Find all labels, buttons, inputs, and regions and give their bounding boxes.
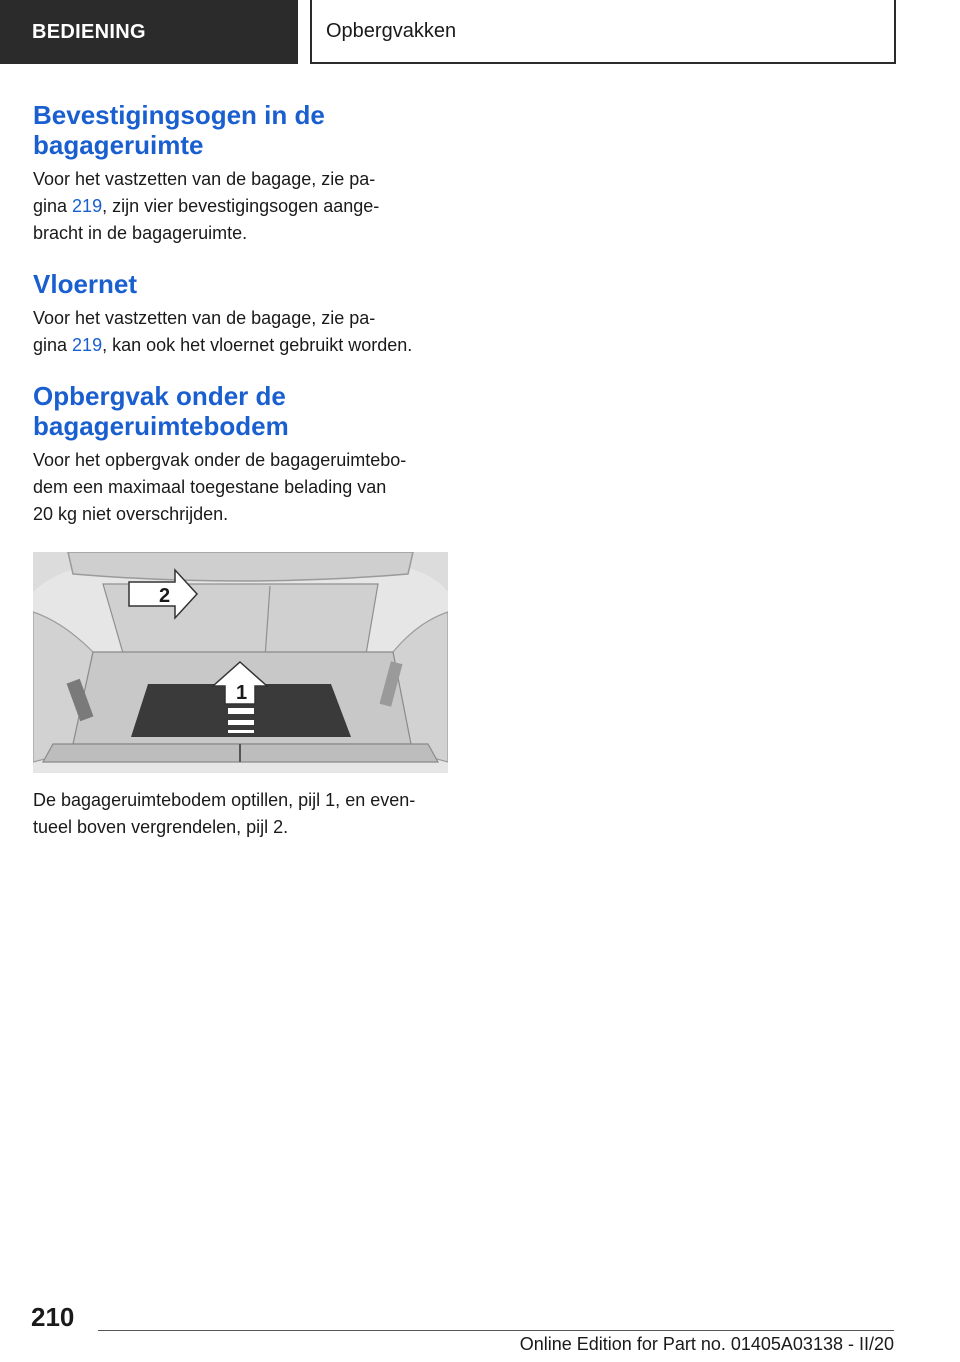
arrow-1-label: 1	[236, 682, 248, 704]
footer-divider	[98, 1330, 894, 1331]
section-title: Opbergvak onder de bagageruimtebodem	[33, 381, 289, 441]
page-link-219[interactable]: 219	[72, 196, 103, 216]
trunk-illustration	[33, 552, 448, 773]
header-section-tab	[0, 0, 298, 64]
header-chapter-tab	[310, 0, 896, 64]
page-content	[33, 100, 453, 841]
footer-edition: Online Edition for Part no. 01405A03138 - II/20	[519, 1334, 894, 1354]
section-text: Voor het opbergvak onder de bagageruimtebo- dem een maximaal toegestane belading van 20 kg niet overschrijden.	[33, 450, 407, 524]
page-link-219[interactable]: 219	[72, 335, 103, 355]
section-text: Voor het vastzetten van de bagage, zie pa- gina 219, kan ook het vloernet gebruikt worden.	[33, 308, 413, 355]
section-title: Bevestigingsogen in de bagageruimte	[33, 100, 325, 160]
section-opbergvak	[33, 381, 453, 528]
trunk-floor-drawing	[33, 552, 448, 773]
arrow-2-label: 2	[159, 585, 171, 607]
header-chapter-label: Opbergvakken	[326, 19, 457, 42]
section-text: Voor het vastzetten van de bagage, zie pa- gina 219, zijn vier bevestigingsogen aange- bracht in de bagageruimte.	[33, 169, 380, 243]
section-vloernet	[33, 269, 453, 359]
page-number: 210	[31, 1302, 75, 1332]
section-title: Vloernet	[33, 269, 138, 299]
header-section-label: BEDIENING	[32, 20, 146, 43]
figure-caption: De bagageruimtebodem optillen, pijl 1, en even- tueel boven vergrendelen, pijl 2.	[33, 790, 416, 837]
section-bevestigingsogen	[33, 100, 453, 247]
